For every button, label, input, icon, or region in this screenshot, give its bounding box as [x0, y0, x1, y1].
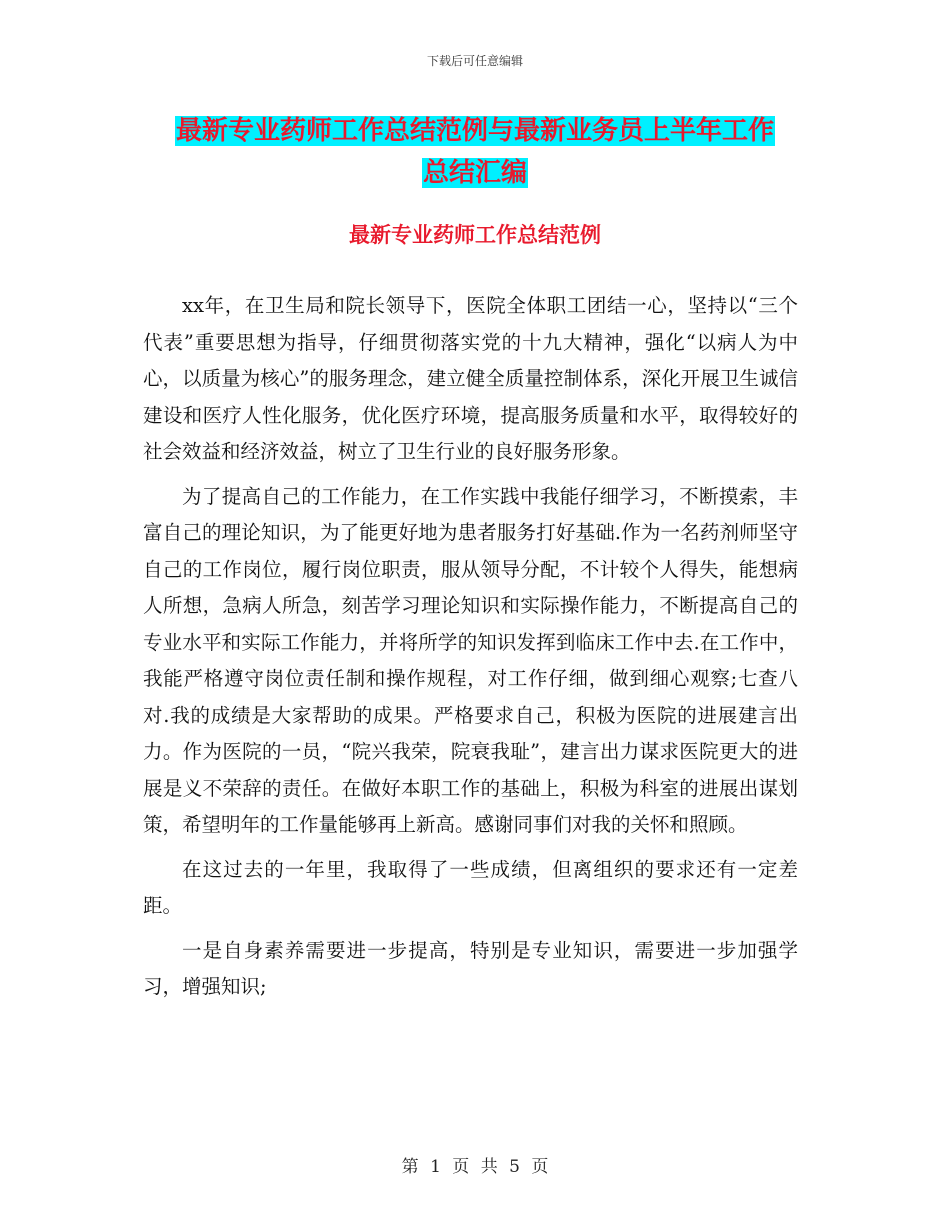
- page-footer: 第 1 页 共 5 页: [401, 1157, 549, 1177]
- section-title: 最新专业药师工作总结范例: [349, 223, 601, 247]
- paragraph: 在这过去的一年里，我取得了一些成绩，但离组织的要求还有一定差距。: [143, 857, 798, 917]
- document-title: [140, 110, 810, 194]
- document-title-line1: 最新专业药师工作总结范例与最新业务员上半年工作: [175, 116, 774, 146]
- document-body: [143, 288, 798, 1014]
- paragraph: xx年，在卫生局和院长领导下，医院全体职工团结一心，坚持以“三个代表”重要思想为指导，仔细贯彻落实党的十九大精神，强化“以病人为中心，以质量为核心”的服务理念，建立健全质量控制体系，深化开展卫生诚信建设和医疗人性化服务，优化医疗环境，提高服务质量和水平，取得较好的社会效益和经济效益，树立了卫生行业的良好服务形象。: [143, 294, 798, 463]
- paragraph: 一是自身素养需要进一步提高，特别是专业知识，需要进一步加强学习，增强知识;: [143, 938, 798, 998]
- document-title-line2: 总结汇编: [422, 158, 527, 188]
- paragraph: 为了提高自己的工作能力，在工作实践中我能仔细学习，不断摸索，丰富自己的理论知识，为了能更好地为患者服务打好基础.作为一名药剂师坚守自己的工作岗位，履行岗位职责，服从领导分配，不计较个人得失，能想病人所想，急病人所急，刻苦学习理论知识和实际操作能力，不断提高自己的专业水平和实际工作能力，并将所学的知识发挥到临床工作中去.在工作中，我能严格遵守岗位责任制和操作规程，对工作仔细，做到细心观察;七查八对.我的成绩是大家帮助的成果。严格要求自己，积极为医院的进展建言出力。作为医院的一员，“院兴我荣，院衰我耻”，建言出力谋求医院更大的进展是义不荣辞的责任。在做好本职工作的基础上，积极为科室的进展出谋划策，希望明年的工作量能够再上新高。感谢同事们对我的关怀和照顾。: [143, 484, 798, 836]
- header-note: 下载后可任意编辑: [426, 54, 523, 68]
